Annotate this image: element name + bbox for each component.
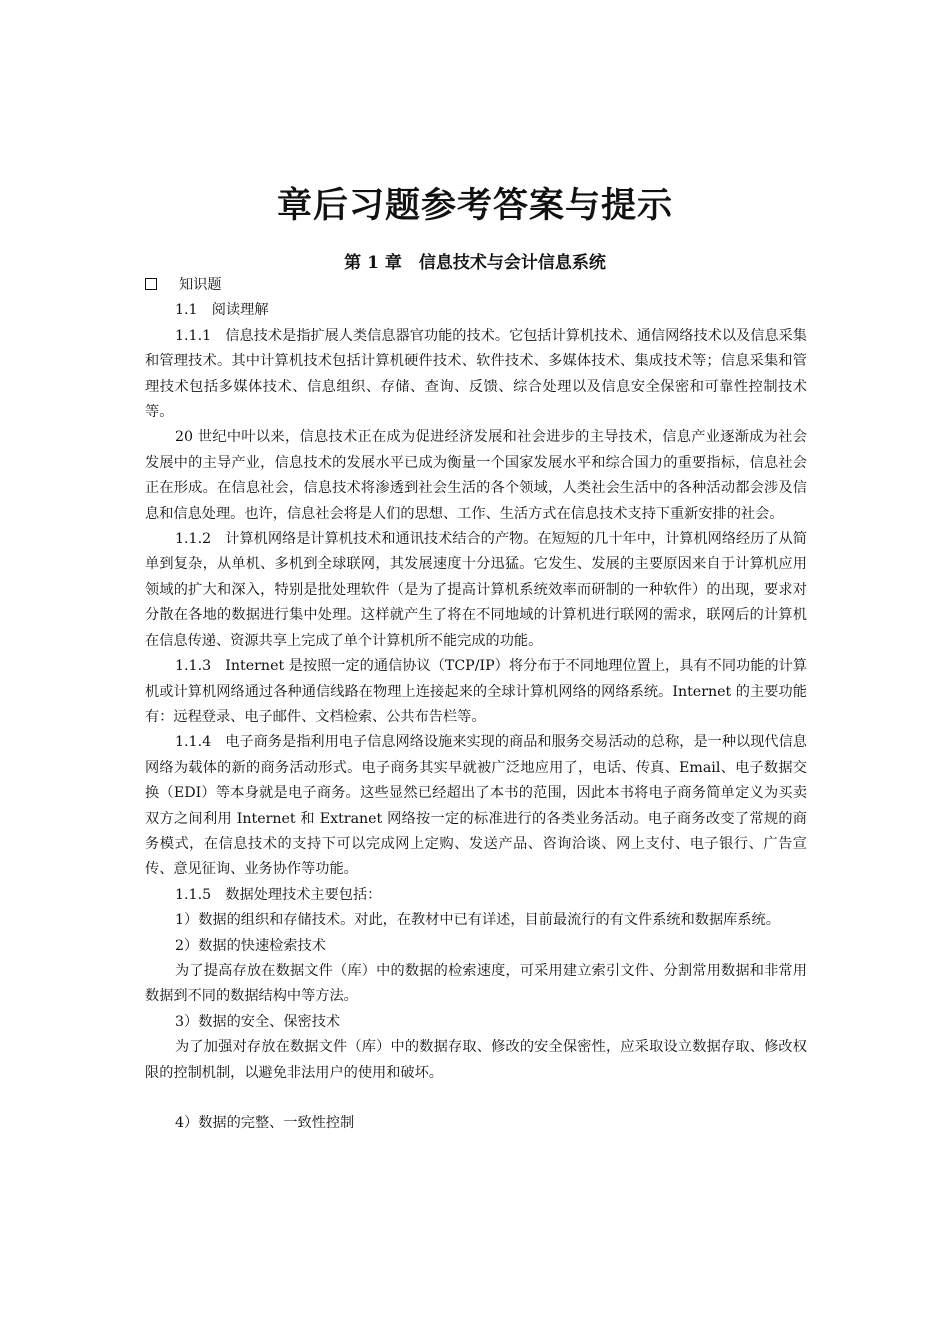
list-item-1: 1）数据的组织和存储技术。对此，在教材中已有详述，目前最流行的有文件系统和数据库系统。	[175, 912, 780, 929]
document-body	[145, 273, 807, 1136]
paragraph-1-1-5: 1.1.5 数据处理技术主要包括：	[175, 886, 382, 903]
paragraph-1-1-1: 1.1.1 信息技术是指扩展人类信息器官功能的技术。它包括计算机技术、通信网络技术以及信息采集和管理技术。其中计算机技术包括计算机硬件技术、软件技术、多媒体技术、集成技术等；信息采集和管理技术包括多媒体技术、信息组织、存储、查询、反馈、综合处理以及信息安全保密和可靠性控制技术等。	[145, 327, 807, 421]
paragraph-1-1-2: 1.1.2 计算机网络是计算机技术和通讯技术结合的产物。在短短的几十年中，计算机网络经历了从简单到复杂，从单机、多机到全球联网，其发展速度十分迅猛。它发生、发展的主要原因来自于计算机应用领域的扩大和深入，特别是批处理软件（是为了提高计算机系统效率而研制的一种软件）的出现，要求对分散在各地的数据进行集中处理。这样就产生了将在不同地域的计算机进行联网的需求，联网后的计算机在信息传递、资源共享上完成了单个计算机所不能完成的功能。	[145, 531, 807, 649]
list-item-3: 3）数据的安全、保密技术	[175, 1013, 341, 1030]
section-heading	[145, 273, 807, 298]
paragraph-1-1-4: 1.1.4 电子商务是指利用电子信息网络设施来实现的商品和服务交易活动的总称，是一种以现代信息网络为载体的新的商务活动形式。电子商务其实早就被广泛地应用了，电话、传真、Email、电子数据交换（EDI）等本身就是电子商务。这些显然已经超出了本书的范围，因此本书将电子商务简单定义为买卖双方之间利用 Internet 和 Extranet 网络按一定的标准进行的各类业务活动。电子商务改变了常规的商务模式，在信息技术的支持下可以完成网上定购、发送产品、咨询洽谈、网上支付、电子银行、广告宣传、意见征询、业务协作等功能。	[145, 734, 807, 878]
list-item-3-detail: 为了加强对存放在数据文件（库）中的数据存取、修改的安全保密性，应采取设立数据存取、修改权限的控制机制，以避免非法用户的使用和破坏。	[145, 1039, 807, 1081]
list-item-2: 2）数据的快速检索技术	[175, 937, 326, 954]
chapter-title: 第 1 章 信息技术与会计信息系统	[344, 253, 606, 273]
list-item-2-detail: 为了提高存放在数据文件（库）中的数据的检索速度，可采用建立索引文件、分割常用数据和非常用数据到不同的数据结构中等方法。	[145, 962, 807, 1005]
section-heading-label: 知识题	[179, 277, 222, 293]
paragraph-gap	[145, 1086, 807, 1111]
checkbox-square-icon	[145, 278, 157, 290]
list-item-4: 4）数据的完整、一致性控制	[175, 1115, 355, 1131]
subsection-heading: 1.1 阅读理解	[175, 302, 269, 319]
paragraph-1-1-3: 1.1.3 Internet 是按照一定的通信协议（TCP/IP）将分布于不同地理位置上，具有不同功能的计算机或计算机网络通过各种通信线路在物理上连接起来的全球计算机网络的网络系统。Internet 的主要功能有：远程登录、电子邮件、文档检索、公共布告栏等。	[145, 658, 807, 725]
paragraph-information-society: 20 世纪中叶以来，信息技术正在成为促进经济发展和社会进步的主导技术，信息产业逐渐成为社会发展中的主导产业，信息技术的发展水平已成为衡量一个国家发展水平和综合国力的重要指标，信息社会正在形成。在信息社会，信息技术将渗透到社会生活的各个领域，人类社会生活中的各种活动都会涉及信息和信息处理。也许，信息社会将是人们的思想、工作、生活方式在信息技术支持下重新安排的社会。	[145, 429, 807, 522]
document-title: 章后习题参考答案与提示	[276, 186, 673, 226]
